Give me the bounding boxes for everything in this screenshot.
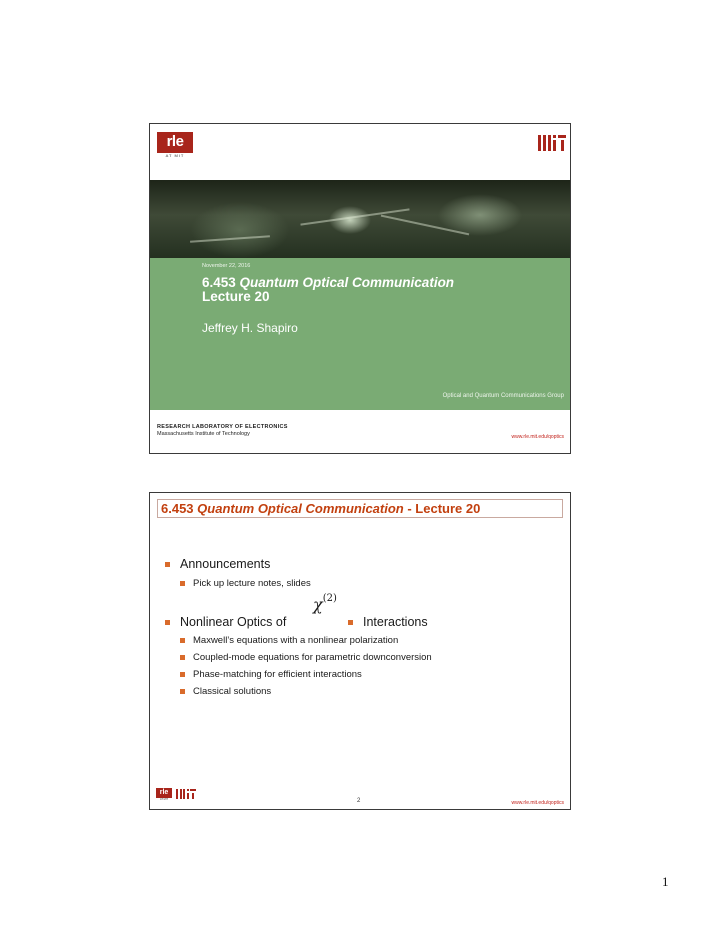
- page-number: 1: [662, 874, 669, 889]
- bullet-announcements: Announcements: [180, 557, 271, 571]
- title-lecture: - Lecture 20: [403, 501, 481, 516]
- footer-url[interactable]: www.rle.mit.edu/qoptics: [511, 800, 564, 806]
- chi-superscript: (2): [322, 592, 337, 604]
- rle-logo-subtext: AT MIT: [165, 153, 185, 158]
- slide-title: [157, 499, 563, 518]
- institute-name: Massachusetts Institute of Technology: [157, 431, 250, 437]
- bullet-nonlinear-optics: Nonlinear Optics of: [180, 615, 287, 629]
- rle-logo-text: rle: [157, 132, 193, 153]
- title-course-name: Quantum Optical Communication: [197, 501, 404, 516]
- title-lecture: Lecture 20: [202, 289, 270, 304]
- rle-logo: [157, 132, 193, 159]
- date: November 22, 2016: [202, 263, 251, 269]
- title-course-name: Quantum Optical Communication: [239, 275, 455, 290]
- group-name: Optical and Quantum Communications Group: [442, 393, 564, 399]
- chi-symbol: χ: [313, 595, 323, 614]
- sub-bullet: Maxwell’s equations with a nonlinear polarization: [193, 635, 399, 646]
- title-panel: [150, 258, 570, 410]
- title-course: 6.453: [202, 275, 240, 290]
- mit-logo-small: [176, 789, 196, 799]
- slide-number: 2: [357, 798, 361, 804]
- rle-logo-small-subtext: AT MIT: [160, 798, 168, 801]
- rle-logo-small: rle: [156, 788, 172, 798]
- sub-bullet: Coupled-mode equations for parametric downconversion: [193, 652, 432, 663]
- bullet-nonlinear-optics-suffix: Interactions: [363, 615, 428, 629]
- sub-bullet: Phase-matching for efficient interactions: [193, 669, 362, 680]
- sub-bullet: Classical solutions: [193, 686, 272, 697]
- chi2-symbol: [313, 592, 337, 614]
- footer-url[interactable]: www.rle.mit.edu/qoptics: [511, 434, 564, 440]
- mit-logo: [538, 135, 566, 151]
- author: Jeffrey H. Shapiro: [202, 321, 298, 335]
- title-course: 6.453: [161, 501, 198, 516]
- lab-name: RESEARCH LABORATORY OF ELECTRONICS: [157, 424, 288, 430]
- outline-slide: [149, 492, 571, 810]
- header-photo: [150, 180, 570, 258]
- title-slide: [149, 123, 571, 454]
- sub-bullet: Pick up lecture notes, slides: [193, 578, 311, 589]
- slide-title: [202, 276, 454, 304]
- slide-footer: [150, 410, 570, 453]
